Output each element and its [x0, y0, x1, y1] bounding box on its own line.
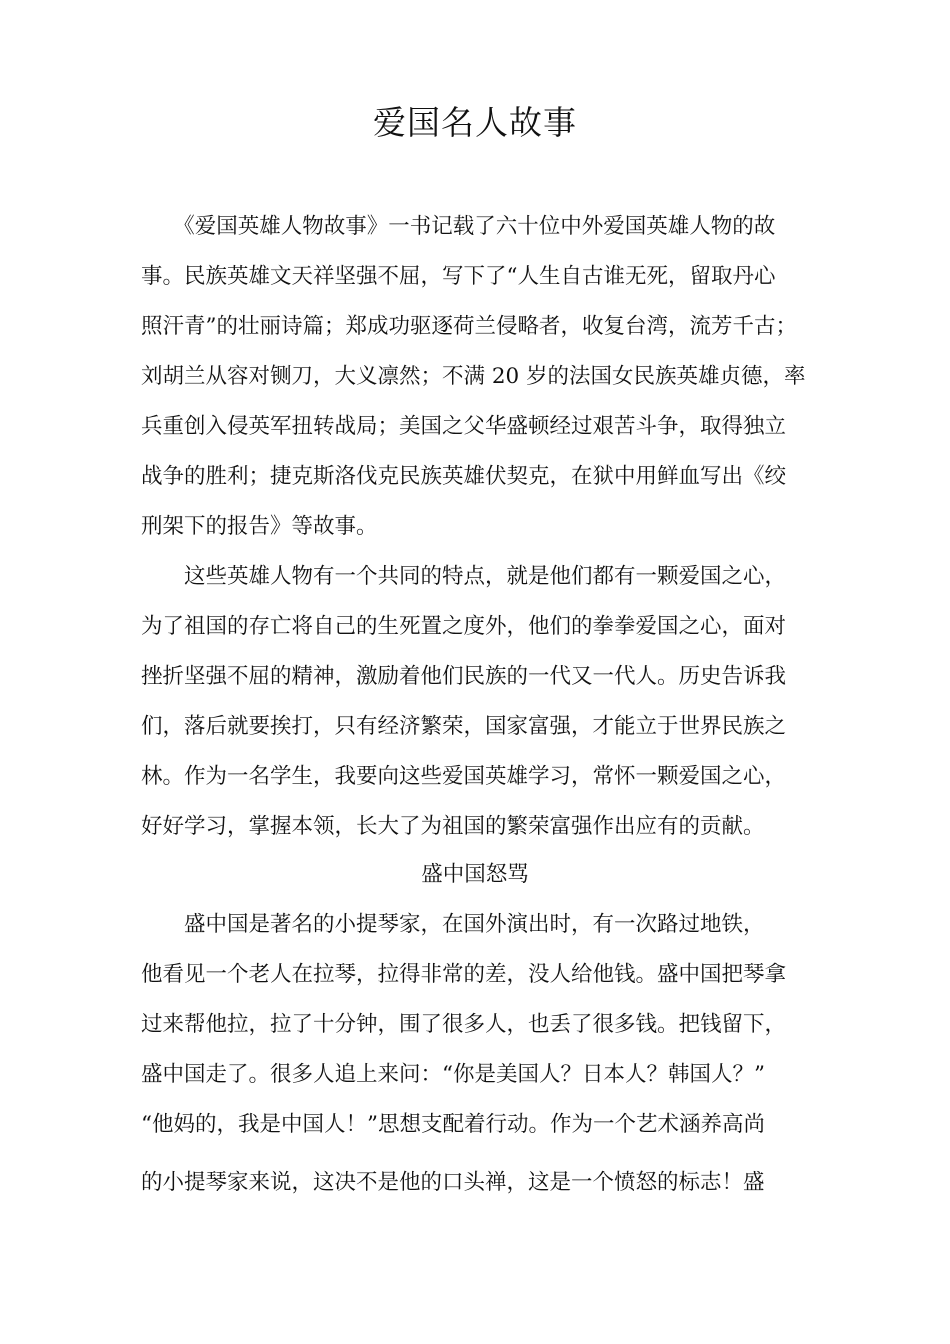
text-line: 事。民族英雄文天祥坚强不屈，写下了“人生自古谁无死，留取丹心	[141, 264, 776, 289]
text-line: 盛中国走了。很多人追上来问：“你是美国人？日本人？韩国人？”	[141, 1062, 765, 1087]
text-line: 这些英雄人物有一个共同的特点，就是他们都有一颗爱国之心，	[141, 564, 787, 589]
text-line: 兵重创入侵英军扭转战局；美国之父华盛顿经过艰苦斗争，取得独立	[141, 414, 787, 439]
text-line: 们，落后就要挨打，只有经济繁荣，国家富强，才能立于世界民族之	[141, 714, 787, 739]
text-line: 挫折坚强不屈的精神，激励着他们民族的一代又一代人。历史告诉我	[141, 664, 787, 689]
text-line: 盛中国是著名的小提琴家，在国外演出时，有一次路过地铁，	[141, 912, 765, 937]
text-line: 为了祖国的存亡将自己的生死置之度外，他们的拳拳爱国之心，面对	[141, 614, 787, 639]
text-line: 他看见一个老人在拉琴，拉得非常的差，没人给他钱。盛中国把琴拿	[141, 962, 787, 987]
text-line: 照汗青”的壮丽诗篇；郑成功驱逐荷兰侵略者，收复台湾，流芳千古；	[141, 314, 797, 339]
text-line: 战争的胜利；捷克斯洛伐克民族英雄伏契克，在狱中用鲜血写出《绞	[141, 464, 787, 489]
text-line: 刘胡兰从容对铡刀，大义凛然；不满 20 岁的法国女民族英雄贞德，率	[141, 364, 806, 389]
text-line: 的小提琴家来说，这决不是他的口头禅，这是一个愤怒的标志！盛	[141, 1170, 765, 1195]
text-line: 《爱国英雄人物故事》一书记载了六十位中外爱国英雄人物的故	[141, 214, 776, 239]
text-line: “他妈的，我是中国人！”思想支配着行动。作为一个艺术涵养高尚	[141, 1112, 765, 1137]
text-line: 林。作为一名学生，我要向这些爱国英雄学习，常怀一颗爱国之心，	[141, 764, 787, 789]
text-line: 刑架下的报告》等故事。	[141, 514, 378, 539]
section-title: 盛中国怒骂	[421, 862, 529, 887]
text-line: 好好学习，掌握本领，长大了为祖国的繁荣富强作出应有的贡献。	[141, 814, 765, 839]
text-line: 过来帮他拉，拉了十分钟，围了很多人，也丢了很多钱。把钱留下，	[141, 1012, 787, 1037]
document-title: 爱国名人故事	[373, 103, 577, 142]
